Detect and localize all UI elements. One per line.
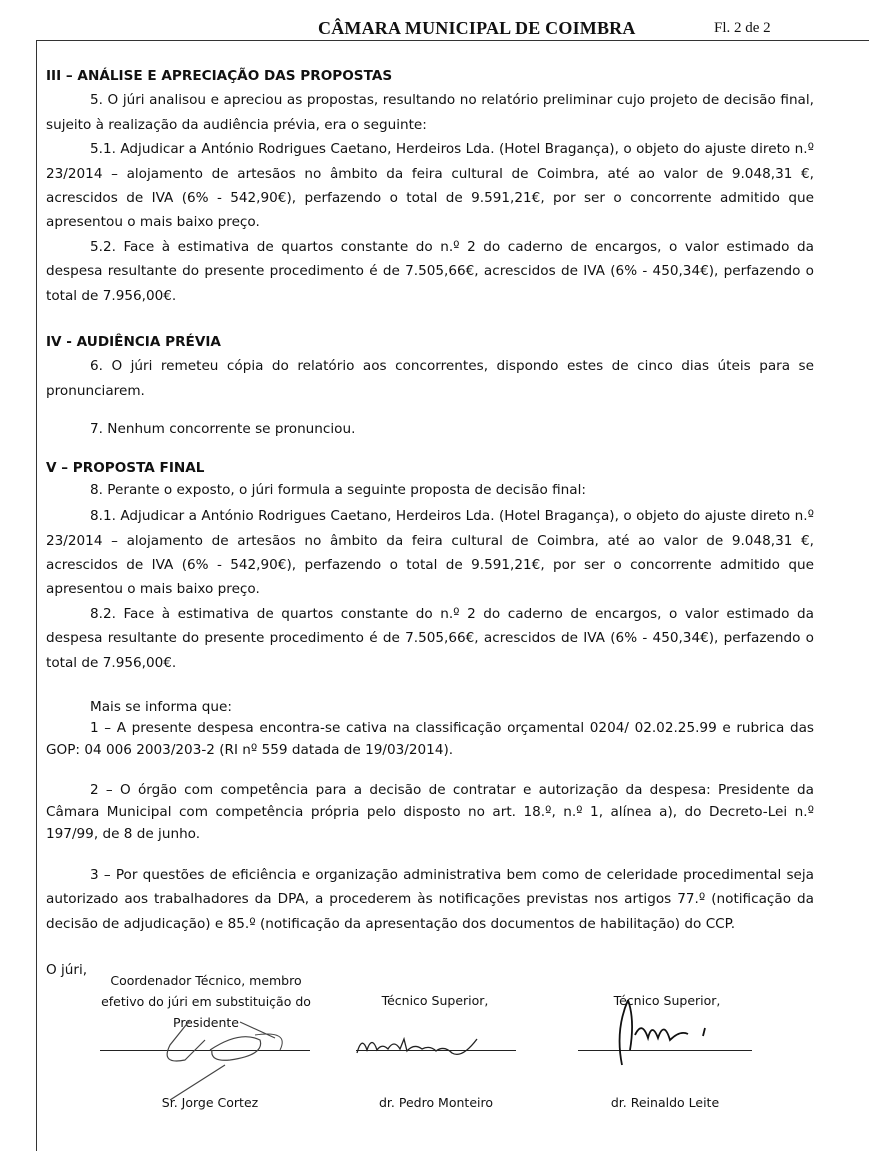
jury-label: O júri,: [46, 962, 88, 979]
info-item-2: 2 – O órgão com competência para a decisão de contratar e autorização da despesa: Presidente da Câmara Municipal com competência própria pelo disposto no art. 18.º, n.º 1, alínea a), do Decreto-Lei n.º 197/99, de 8 de junho.: [46, 781, 814, 842]
signature-right-role: Técnico Superior,: [613, 993, 721, 1008]
info-item-1: 1 – A presente despesa encontra-se cativa na classificação orçamental 0204/ 02.02.25.99 e rubrica das GOP: 04 006 2003/203-2 (RI nº 559 datada de 19/03/2014).: [46, 719, 814, 758]
left-role-line-2: efetivo do júri em substituição do: [101, 994, 311, 1009]
header-title: CÂMARA MUNICIPAL DE COIMBRA: [318, 18, 636, 38]
page-header: [0, 16, 869, 42]
section-title-audiencia: IV - AUDIÊNCIA PRÉVIA: [46, 334, 221, 351]
info-intro: Mais se informa que:: [90, 698, 232, 715]
signature-right-name: dr. Reinaldo Leite: [610, 1095, 720, 1110]
signature-scribble-left: [150, 1010, 300, 1105]
signature-scribble-mid: [352, 1025, 492, 1065]
signature-mid-name: dr. Pedro Monteiro: [378, 1095, 493, 1110]
paragraph-8-1: 8.1. Adjudicar a António Rodrigues Caetano, Herdeiros Lda. (Hotel Bragança), o objeto do ajuste direto n.º 23/2014 – alojamento de artesãos no âmbito da feira cultural de Coimbra, até ao valor de 9.048,31 €, acrescidos de IVA (6% - 542,90€), perfazendo o total de 9.591,21€, por ser o concorrente admitido que apresentou o mais baixo preço.: [46, 508, 814, 598]
left-role-line-3: Presidente: [173, 1015, 239, 1030]
info-item-3: 3 – Por questões de eficiência e organização administrativa bem como de celeridade procedimental seja autorizado aos trabalhadores da DPA, a procederem às notificações previstas nos artigos 77.º (notificação da decisão de adjudicação) e 85.º (notificação da apresentação dos documentos de habilitação) do CCP.: [46, 866, 814, 932]
signature-mid-role: Técnico Superior,: [381, 993, 489, 1008]
paragraph-5-2: 5.2. Face à estimativa de quartos constante do n.º 2 do caderno de encargos, o valor estimado da despesa resultante do presente procedimento é de 7.505,66€, acrescidos de IVA (6% - 450,34€), perfazendo o total de 7.956,00€.: [46, 238, 814, 304]
section-title-proposta-final: V – PROPOSTA FINAL: [46, 459, 205, 476]
paragraph-8-2: 8.2. Face à estimativa de quartos constante do n.º 2 do caderno de encargos, o valor estimado da despesa resultante do presente procedimento é de 7.505,66€, acrescidos de IVA (6% - 450,34€), perfazendo o total de 7.956,00€.: [46, 605, 814, 671]
section-title-analise: III – ANÁLISE E APRECIAÇÃO DAS PROPOSTAS: [46, 68, 393, 84]
paragraph-7: 7. Nenhum concorrente se pronunciou.: [90, 421, 356, 438]
paragraph-8: 8. Perante o exposto, o júri formula a seguinte proposta de decisão final:: [90, 482, 586, 499]
paragraph-5: 5. O júri analisou e apreciou as propostas, resultando no relatório preliminar cujo projeto de decisão final, sujeito à realização da audiência prévia, era o seguinte:: [46, 92, 814, 133]
page-folio: Fl. 2 de 2: [714, 20, 771, 36]
signature-scribble-right: [600, 990, 720, 1070]
left-role-line-1: Coordenador Técnico, membro: [110, 973, 302, 988]
document-body: [46, 64, 814, 983]
paragraph-5-1: 5.1. Adjudicar a António Rodrigues Caetano, Herdeiros Lda. (Hotel Bragança), o objeto do ajuste direto n.º 23/2014 – alojamento de artesãos no âmbito da feira cultural de Coimbra, até ao valor de 9.048,31 €, acrescidos de IVA (6% - 542,90€), perfazendo o total de 9.591,21€, por ser o concorrente admitido que apresentou o mais baixo preço.: [46, 141, 814, 231]
signature-left-name: Sr. Jorge Cortez: [161, 1095, 259, 1110]
paragraph-6: 6. O júri remeteu cópia do relatório aos concorrentes, dispondo estes de cinco dias úteis para se pronunciarem.: [46, 358, 814, 399]
